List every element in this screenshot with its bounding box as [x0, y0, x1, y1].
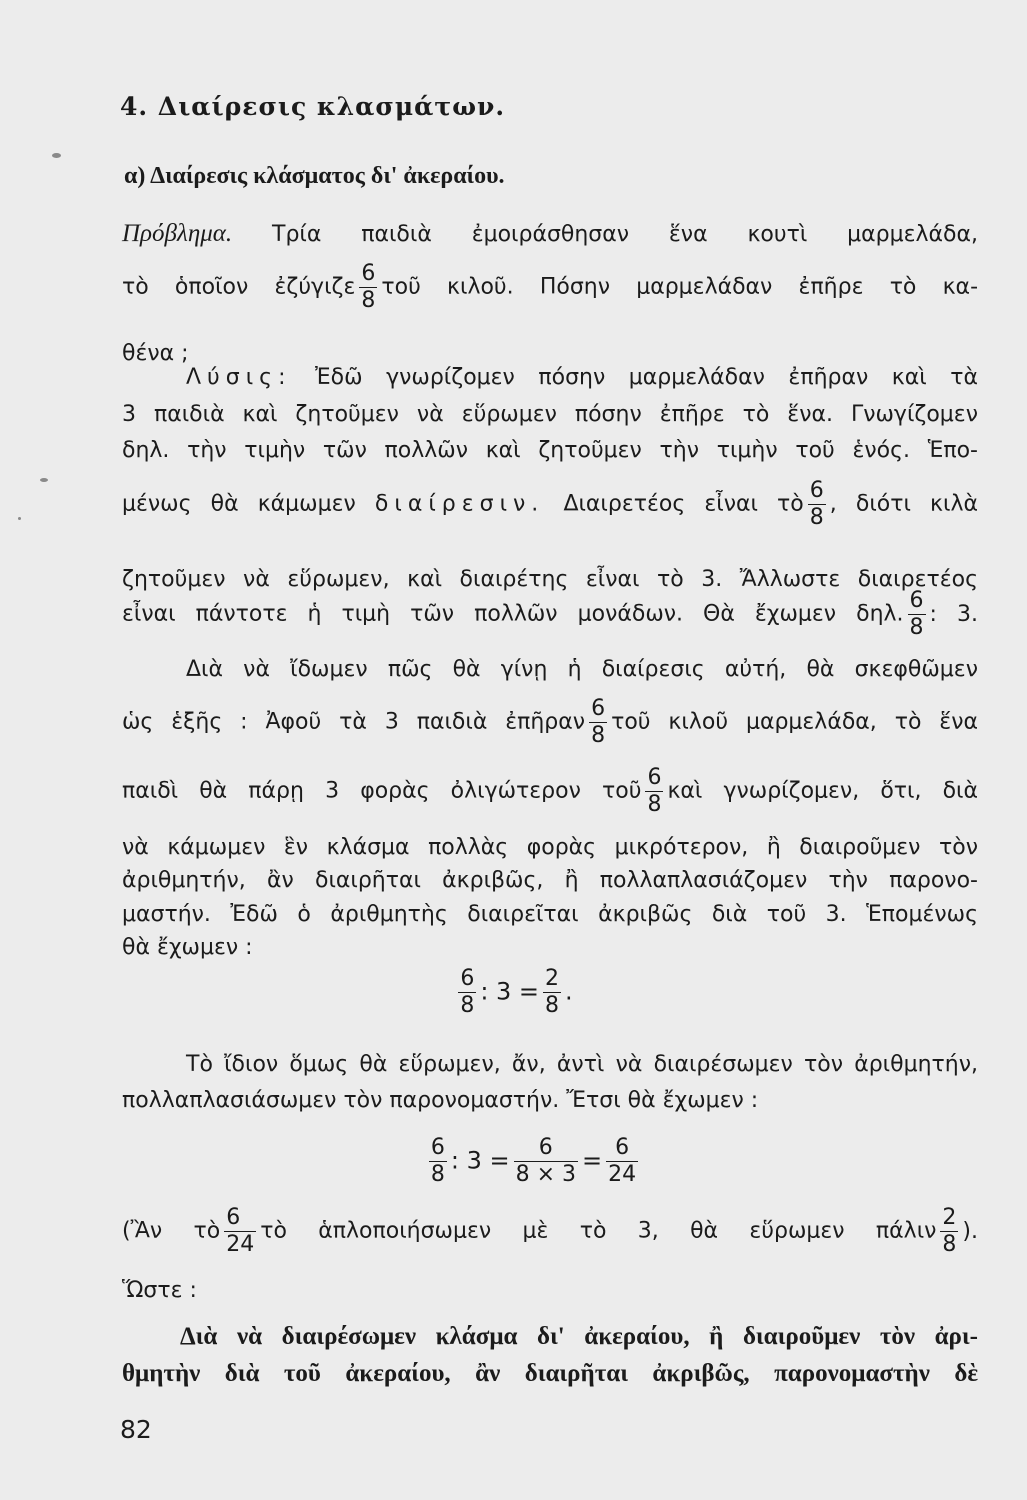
solution-line-5: ζητοῦμεν νὰ εὕρωμεν, καὶ διαιρέτης εἶναι τὸ 3. Ἄλλωστε διαιρετέος [122, 567, 978, 592]
problem-line-1: Πρόβλημα. Τρία παιδιὰ ἐμοιράσθησαν ἕνα κουτὶ μαρμελάδα, [122, 220, 978, 247]
explanation-line-7: θὰ ἔχωμεν : [122, 935, 253, 960]
solution-line-3: δηλ. τὴν τιμὴν τῶν πολλῶν καὶ ζητοῦμεν τὴν τιμὴν τοῦ ἑνός. Ἑπο- [122, 438, 978, 463]
eq1-fraction-right: $\frac{2}{8}$ [545, 966, 560, 1018]
eq2-fraction-3: $\frac{6}{24}$ [608, 1135, 637, 1187]
solution-label: Λύσις: [186, 365, 292, 390]
page-number: 82 [120, 1415, 152, 1444]
note-fraction-two-eighths: $\frac{2}{8}$ [942, 1205, 957, 1257]
eq1-fraction-left: $\frac{6}{8}$ [460, 966, 475, 1018]
eq2-fraction-2: $\frac{6}{8 \times 3}$ [515, 1135, 577, 1187]
eq2-fraction-1: $\frac{6}{8}$ [430, 1135, 445, 1187]
fraction-six-eighths: $\frac{6}{8}$ [909, 588, 924, 640]
scan-speck [40, 478, 48, 482]
explanation-line-6: μαστήν. Ἐδῶ ὁ ἀριθμητὴς διαιρεῖται ἀκριβῶς διὰ τοῦ 3. Ἑπομένως [122, 902, 978, 927]
equation-2: $\frac{6}{8}$ : 3 = $\frac{6}{8 \times 3}$ = $\frac{6}{24}$ [430, 1135, 637, 1187]
explanation-line-4: νὰ κάμωμεν ἓν κλάσμα πολλὰς φορὰς μικρότερον, ἢ διαιροῦμεν τὸν [122, 835, 978, 860]
note-line: (Ἂν τὸ $\frac{6}{24}$ τὸ ἁπλοποιήσωμεν μὲ τὸ 3, θὰ εὕρωμεν πάλιν $\frac{2}{8}$ ). [122, 1205, 978, 1257]
fraction-six-eighths: $\frac{6}{8}$ [809, 478, 824, 530]
fraction-six-eighths: $\frac{6}{8}$ [361, 261, 376, 313]
problem-line-2: τὸ ὁποῖον ἐζύγιζε $\frac{6}{8}$ τοῦ κιλοῦ. Πόσην μαρμελάδαν ἐπῆρε τὸ κα- [122, 261, 979, 313]
equation-1: $\frac{6}{8}$ : 3 = $\frac{2}{8}$ . [460, 966, 573, 1018]
subsection-title: α) Διαίρεσις κλάσματος δι' ἀκεραίου. [124, 163, 505, 189]
fraction-six-eighths: $\frac{6}{8}$ [591, 696, 606, 748]
rule-line-1: Διὰ νὰ διαιρέσωμεν κλάσμα δι' ἀκεραίου, ἢ διαιροῦμεν τὸν ἀρι- [180, 1323, 978, 1350]
explanation-line-2: ὡς ἑξῆς : Ἀφοῦ τὰ 3 παιδιὰ ἐπῆραν $\frac{6}{8}$ τοῦ κιλοῦ μαρμελάδα, τὸ ἕνα [122, 696, 978, 748]
solution-line-1: Λύσις: Ἐδῶ γνωρίζομεν πόσην μαρμελάδαν ἐπῆραν καὶ τὰ [186, 365, 978, 390]
alternative-line-2: πολλαπλασιάσωμεν τὸν παρονομαστήν. Ἔτσι θὰ ἔχωμεν : [122, 1088, 759, 1113]
note-fraction-six-24ths: $\frac{6}{24}$ [226, 1205, 255, 1257]
section-title: 4. Διαίρεσις κλασμάτων. [120, 92, 506, 121]
explanation-line-5: ἀριθμητήν, ἂν διαιρῆται ἀκριβῶς, ἢ πολλαπλασιάζομεν τὴν παρονο- [122, 868, 978, 893]
fraction-six-eighths: $\frac{6}{8}$ [647, 765, 662, 817]
solution-line-6: εἶναι πάντοτε ἡ τιμὴ τῶν πολλῶν μονάδων. Θὰ ἔχωμεν δηλ. $\frac{6}{8}$ : 3. [122, 588, 978, 640]
problem-label: Πρόβλημα. [122, 220, 233, 247]
solution-line-4: μένως θὰ κάμωμεν διαίρεσιν. Διαιρετέος εἶναι τὸ $\frac{6}{8}$ , διότι κιλὰ [122, 478, 978, 530]
alternative-line-1: Τὸ ἴδιον ὅμως θὰ εὕρωμεν, ἄν, ἀντὶ νὰ διαιρέσωμεν τὸν ἀριθμητήν, [186, 1052, 978, 1077]
solution-line-2: 3 παιδιὰ καὶ ζητοῦμεν νὰ εὕρωμεν πόσην ἐπῆρε τὸ ἕνα. Γνωγίζομεν [122, 402, 978, 427]
explanation-line-1: Διὰ νὰ ἴδωμεν πῶς θὰ γίνῃ ἡ διαίρεσις αὐτή, θὰ σκεφθῶμεν [186, 657, 978, 682]
conclusion-label: Ὥστε : [122, 1278, 197, 1303]
scan-speck [18, 517, 21, 520]
explanation-line-3: παιδὶ θὰ πάρῃ 3 φορὰς ὀλιγώτερον τοῦ $\frac{6}{8}$ καὶ γνωρίζομεν, ὅτι, διὰ [122, 765, 978, 817]
rule-line-2: θμητὴν διὰ τοῦ ἀκεραίου, ἂν διαιρῆται ἀκριβῶς, παρονομαστὴν δὲ [122, 1360, 978, 1387]
problem-line-3: θένα ; [122, 341, 189, 366]
scan-speck [52, 153, 61, 158]
